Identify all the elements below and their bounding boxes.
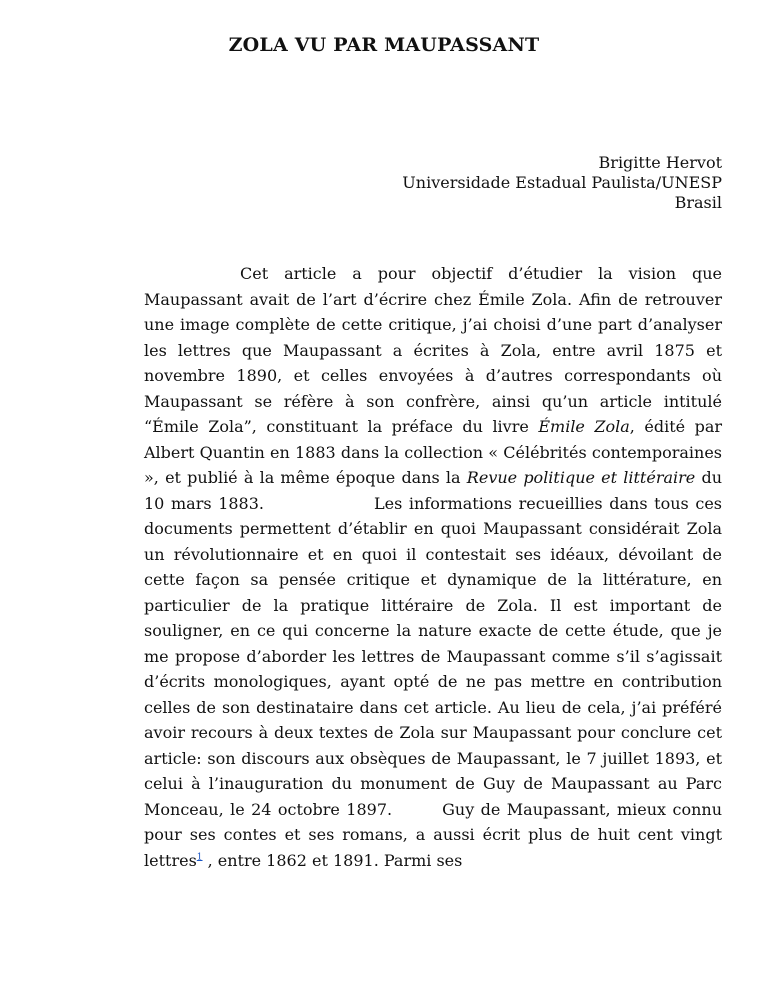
journal-title-italic: Revue politique et littéraire [466,468,696,487]
body-text-segment: Cet article a pour objectif d’étudier la vision que Maupassant avait de l’art d’écrire chez Émile Zola. Afin de retrouver une image complète de cette critique, j’ai choisi d’une part d’analyser les lettres que Maupassant a écrites à Zola, entre avril 1875 et novembre 1890, et celles envoyées à d’autres correspondants où Maupassant se réfère à son confrère, ainsi qu’un article intitulé “Émile Zola”, constituant la préface du livre [144,264,722,436]
body-text-segment: Guy de Maupassant, mieux connu pour ses contes et ses romans, a aussi écrit plus de huit cent vingt lettres [144,799,722,870]
author-affiliation: Universidade Estadual Paulista/UNESP [402,173,722,192]
footnote-link[interactable]: 1 [196,852,203,863]
article-body [144,261,722,873]
body-paragraph [144,261,722,873]
author-name: Brigitte Hervot [598,153,722,172]
book-title-italic: Émile Zola [538,417,630,436]
author-block [402,153,722,213]
body-text-segment: , édité par Albert Quantin en 1883 dans la collection « Célébrités contemporaines », et publié à la même époque dans la [144,417,723,487]
body-text-segment: du 10 mars 1883. [144,468,723,513]
body-text-segment: , entre 1862 et 1891. Parmi ses [202,850,463,870]
body-text-segment: Les informations recueillies dans tous ces documents permettent d’établir en quoi Maupassant considérait Zola un révolutionnaire et en quoi il contestait ses idéaux, dévoilant de cette façon sa pensée critique et dynamique de la littérature, en particulier de la pratique littéraire de Zola. Il est important de souligner, en ce qui concerne la nature exacte de cette étude, que je me propose d’aborder les lettres de Maupassant comme s’il s’agissait d’écrits monologiques, ayant opté de ne pas mettre en contribution celles de son destinataire dans cet article. Au lieu de cela, j’ai préféré avoir recours à deux textes de Zola sur Maupassant pour conclure cet article: son discours aux obsèques de Maupassant, le 7 juillet 1893, et celui à l’inauguration du monument de Guy de Maupassant au Parc Monceau, le 24 octobre 1897. [144,493,723,819]
document-title: ZOLA VU PAR MAUPASSANT [228,34,540,56]
author-country: Brasil [674,193,722,212]
